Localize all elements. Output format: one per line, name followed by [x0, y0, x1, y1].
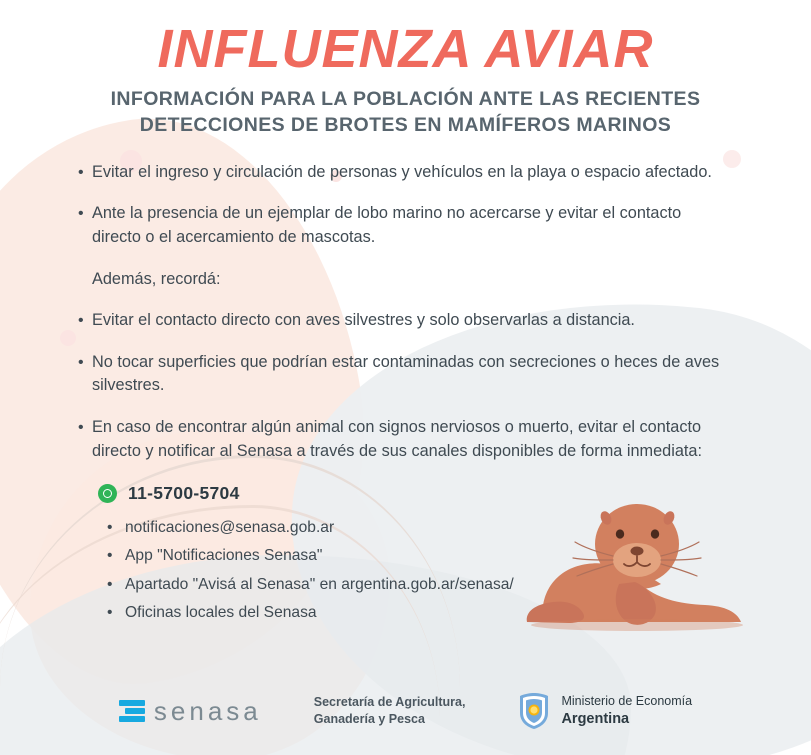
bullet-dot-icon: •	[78, 163, 84, 181]
bullet-dot-icon: •	[107, 518, 113, 536]
footer	[0, 691, 811, 731]
bullet-dot-icon: •	[78, 312, 84, 330]
secretaria-block	[314, 694, 466, 728]
bullet-dot-icon: •	[107, 604, 113, 622]
contact-offices: Oficinas locales del Senasa	[125, 604, 317, 622]
contact-email[interactable]: notificaciones@senasa.gob.ar	[125, 518, 335, 536]
ministerio-text	[561, 693, 692, 729]
list-item	[78, 416, 729, 463]
bullet-dot-icon: •	[107, 547, 113, 565]
bullet-dot-icon: •	[78, 353, 84, 371]
senasa-mark-icon	[119, 700, 145, 722]
ministerio-line-2: Argentina	[561, 710, 630, 727]
argentina-shield-icon	[517, 691, 551, 731]
page-title: INFLUENZA AVIAR	[157, 19, 654, 79]
bullet-dot-icon: •	[78, 419, 84, 436]
list-item-text: No tocar superficies que podrían estar contaminadas con secreciones o heces de aves silvestres.	[92, 352, 720, 395]
secretaria-line-2: Ganadería y Pesca	[313, 712, 425, 726]
list-item-text: Evitar el contacto directo con aves silvestres y solo observarlas a distancia.	[92, 311, 635, 330]
list-item	[78, 309, 729, 333]
ministerio-line-1: Ministerio de Economía	[561, 693, 693, 708]
whatsapp-icon	[98, 484, 117, 503]
list-item-text: Evitar el ingreso y circulación de personas y vehículos en la playa o espacio afectado.	[92, 162, 712, 181]
reminder-note: Además, recordá:	[92, 269, 221, 288]
contact-app: App "Notificaciones Senasa"	[125, 547, 323, 565]
secretaria-line-1: Secretaría de Agricultura,	[313, 695, 466, 710]
page-subtitle: INFORMACIÓN PARA LA POBLACIÓN ANTE LAS RECIENTES DETECCIONES DE BROTES EN MAMÍFEROS MARINOS	[110, 88, 701, 137]
senasa-wordmark: senasa	[153, 695, 262, 726]
bullet-dot-icon: •	[107, 575, 113, 593]
sea-lion-illustration	[509, 472, 759, 647]
list-item	[78, 161, 729, 185]
list-item-text: Ante la presencia de un ejemplar de lobo marino no acercarse y evitar el contacto directo o el acercamiento de mascotas.	[92, 204, 682, 246]
list-item	[78, 351, 729, 398]
phone-number[interactable]: 11-5700-5704	[128, 483, 240, 504]
senasa-logo	[119, 696, 262, 727]
contact-web-section[interactable]: Apartado "Avisá al Senasa" en argentina.gob.ar/senasa/	[125, 575, 514, 593]
ministerio-block	[517, 691, 692, 731]
list-item	[78, 202, 729, 249]
list-item-text: En caso de encontrar algún animal con signos nerviosos o muerto, evitar el contacto directo y notificar al Senasa a través de sus canales disponibles de forma inmediata:	[92, 418, 702, 460]
bullet-dot-icon: •	[78, 205, 84, 223]
